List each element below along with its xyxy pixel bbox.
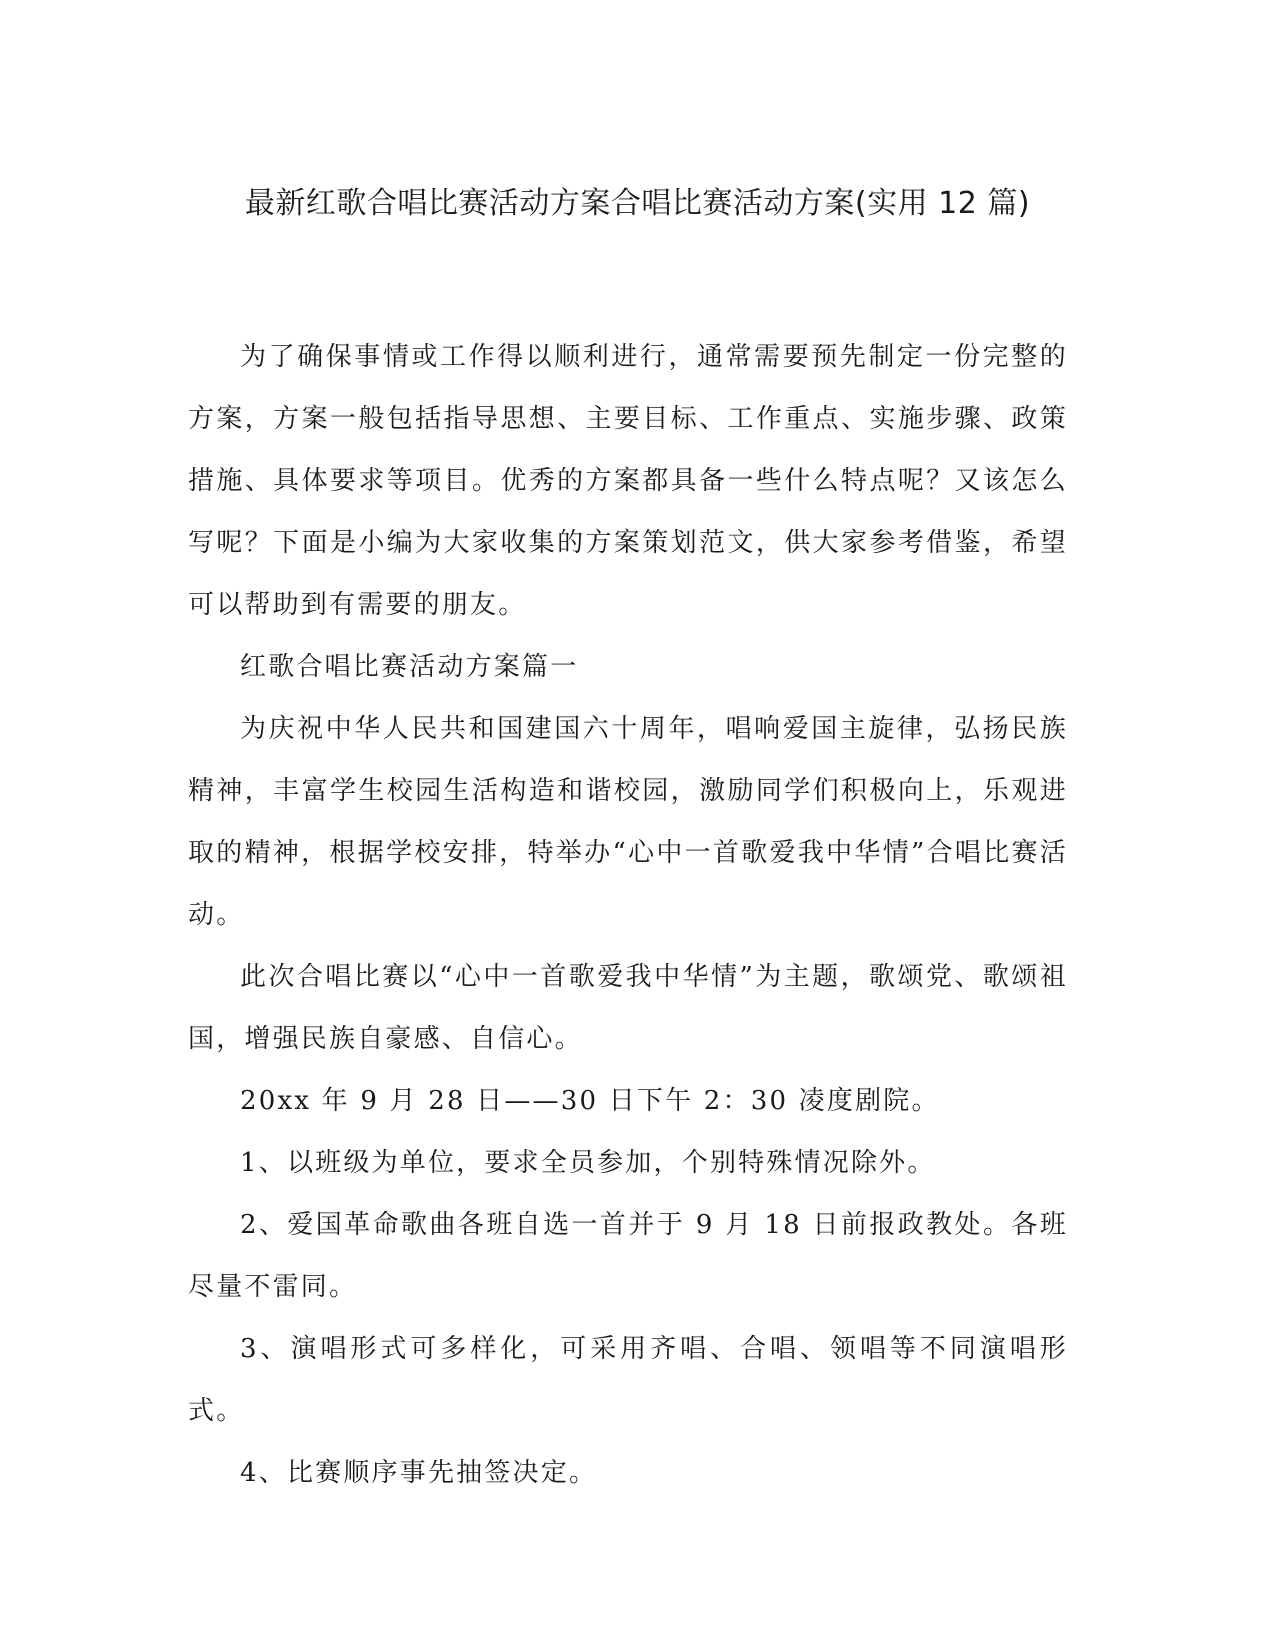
body-paragraph: 此次合唱比赛以“心中一首歌爱我中华情”为主题，歌颂党、歌颂祖国，增强民族自豪感、自信心。 [188,962,1068,1054]
list-item: 2、爱国革命歌曲各班自选一首并于 9 月 18 日前报政教处。各班尽量不雷同。 [188,1210,1068,1302]
section-heading: 红歌合唱比赛活动方案篇一 [240,652,579,682]
list-item: 4、比赛顺序事先抽签决定。 [240,1458,598,1488]
list-item: 1、以班级为单位，要求全员参加，个别特殊情况除外。 [240,1148,936,1178]
list-item: 3、演唱形式可多样化，可采用齐唱、合唱、领唱等不同演唱形式。 [188,1334,1068,1426]
date-venue-paragraph: 20xx 年 9 月 28 日——30 日下午 2：30 凌度剧院。 [240,1086,940,1116]
document-body [188,326,1068,1504]
intro-paragraph: 为了确保事情或工作得以顺利进行，通常需要预先制定一份完整的方案，方案一般包括指导思想、主要目标、工作重点、实施步骤、政策措施、具体要求等项目。优秀的方案都具备一些什么特点呢？又该怎么写呢？下面是小编为大家收集的方案策划范文，供大家参考借鉴，希望可以帮助到有需要的朋友。 [188,342,1068,620]
document-title: 最新红歌合唱比赛活动方案合唱比赛活动方案(实用 12 篇) [244,186,1031,221]
body-paragraph: 为庆祝中华人民共和国建国六十周年，唱响爱国主旋律，弘扬民族精神，丰富学生校园生活构造和谐校园，激励同学们积极向上，乐观进取的精神，根据学校安排，特举办“心中一首歌爱我中华情”合唱比赛活动。 [188,714,1068,930]
